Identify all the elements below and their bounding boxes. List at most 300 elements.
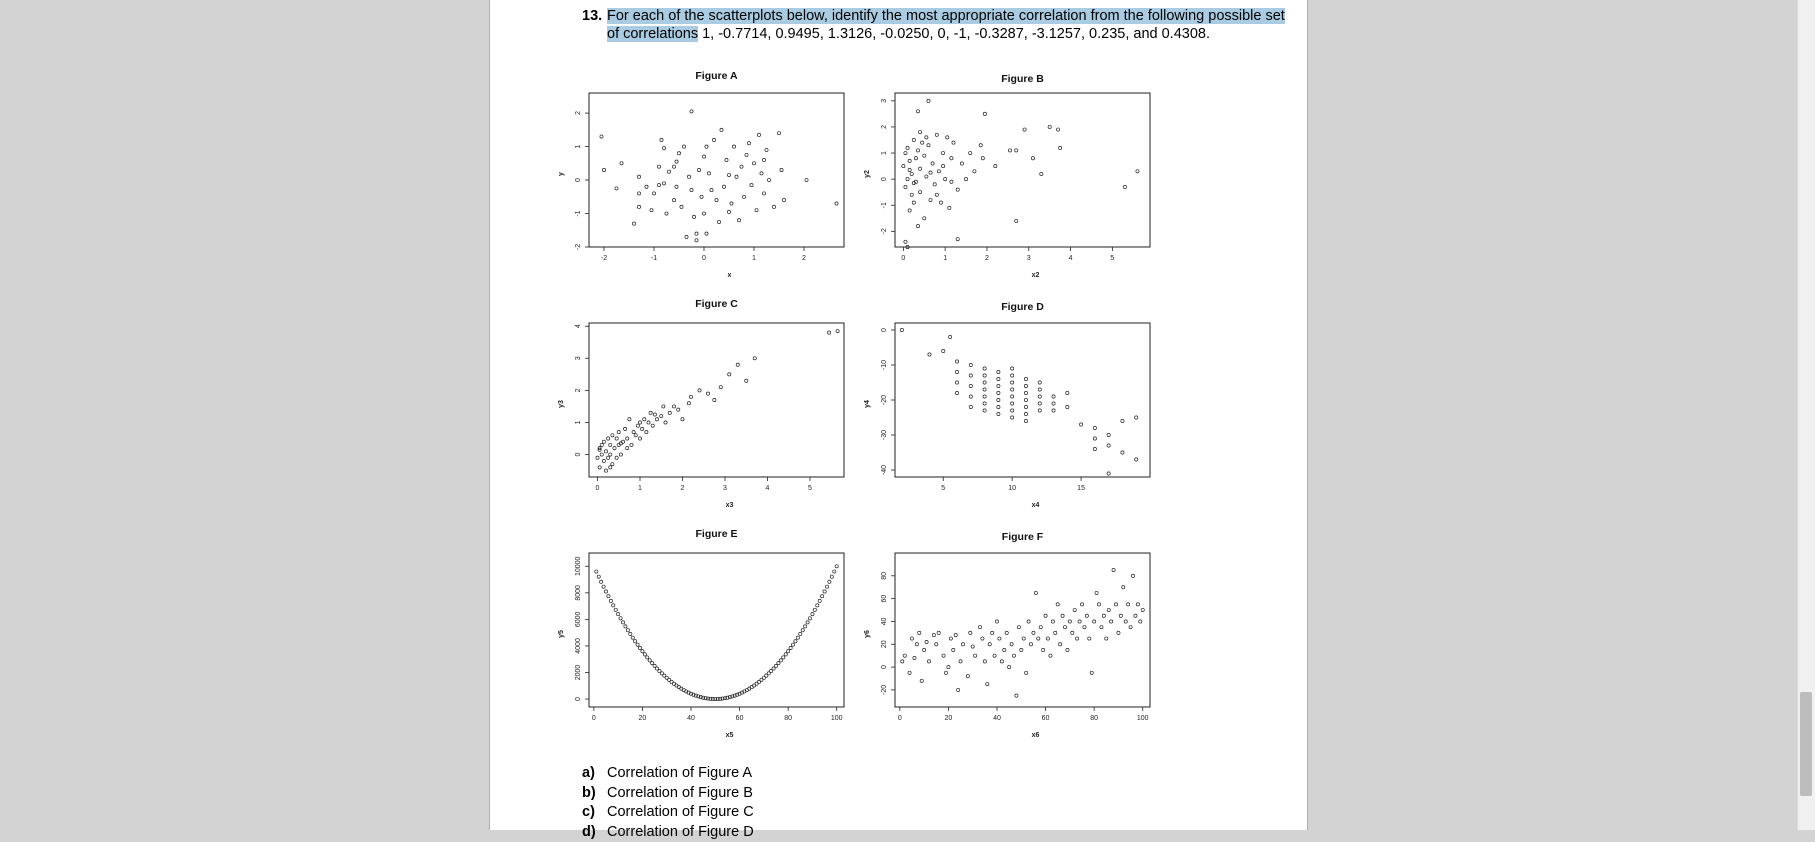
data-point bbox=[997, 412, 1000, 415]
data-point bbox=[821, 595, 824, 598]
y-tick-label: -30 bbox=[881, 430, 888, 440]
data-point bbox=[956, 188, 959, 191]
data-point bbox=[675, 684, 678, 687]
data-point bbox=[621, 621, 624, 624]
data-point bbox=[765, 674, 768, 677]
data-point bbox=[1066, 391, 1069, 394]
data-point bbox=[925, 136, 928, 139]
data-point bbox=[597, 575, 600, 578]
data-point bbox=[762, 192, 765, 195]
data-point bbox=[983, 367, 986, 370]
data-point bbox=[757, 680, 760, 683]
data-point bbox=[760, 172, 763, 175]
answer-text: Correlation of Figure B bbox=[607, 784, 753, 804]
data-point bbox=[1038, 409, 1041, 412]
data-point bbox=[935, 643, 938, 646]
y-tick-label: 4000 bbox=[575, 638, 582, 654]
data-point bbox=[767, 672, 770, 675]
data-point bbox=[925, 175, 928, 178]
data-point bbox=[719, 697, 722, 700]
data-point bbox=[602, 168, 605, 171]
data-point bbox=[636, 643, 639, 646]
data-point bbox=[918, 167, 921, 170]
data-point bbox=[641, 427, 644, 430]
data-point bbox=[1011, 416, 1014, 419]
data-point bbox=[955, 391, 958, 394]
data-point bbox=[974, 654, 977, 657]
data-point bbox=[796, 636, 799, 639]
data-point bbox=[939, 201, 942, 204]
x-axis-label: x bbox=[728, 272, 732, 279]
y-tick-label: 80 bbox=[881, 572, 888, 580]
data-point bbox=[677, 152, 680, 155]
data-point bbox=[743, 690, 746, 693]
data-point bbox=[1011, 374, 1014, 377]
data-point bbox=[665, 676, 668, 679]
data-point bbox=[770, 669, 773, 672]
data-point bbox=[760, 678, 763, 681]
data-point bbox=[816, 604, 819, 607]
data-point bbox=[954, 634, 957, 637]
data-point bbox=[638, 646, 641, 649]
x-tick-label: 60 bbox=[736, 715, 744, 722]
data-point bbox=[1017, 626, 1020, 629]
data-point bbox=[955, 360, 958, 363]
plot-frame bbox=[589, 553, 844, 707]
data-point bbox=[643, 418, 646, 421]
data-point bbox=[1122, 586, 1125, 589]
data-point bbox=[598, 447, 601, 450]
data-point bbox=[740, 165, 743, 168]
data-point bbox=[672, 682, 675, 685]
y-tick-label: 4 bbox=[575, 324, 582, 328]
data-point bbox=[983, 409, 986, 412]
data-point bbox=[969, 374, 972, 377]
plot-frame bbox=[895, 93, 1150, 247]
data-point bbox=[928, 353, 931, 356]
y-tick-label: 40 bbox=[881, 617, 888, 625]
data-point bbox=[667, 170, 670, 173]
data-point bbox=[811, 612, 814, 615]
figure-title: Figure C bbox=[695, 298, 738, 310]
data-point bbox=[986, 683, 989, 686]
data-point bbox=[645, 430, 648, 433]
x-tick-label: 80 bbox=[1090, 715, 1098, 722]
x-tick-label: 3 bbox=[723, 485, 727, 492]
data-point bbox=[609, 453, 612, 456]
data-point bbox=[747, 142, 750, 145]
data-point bbox=[1076, 637, 1079, 640]
data-point bbox=[637, 175, 640, 178]
data-point bbox=[983, 388, 986, 391]
data-point bbox=[941, 151, 944, 154]
data-point bbox=[695, 232, 698, 235]
data-point bbox=[600, 443, 603, 446]
data-point bbox=[600, 135, 603, 138]
data-point bbox=[983, 374, 986, 377]
scatterplot-figure-c bbox=[490, 0, 1307, 830]
y-axis-label: y2 bbox=[864, 170, 871, 178]
data-point bbox=[677, 408, 680, 411]
data-point bbox=[660, 138, 663, 141]
data-point bbox=[723, 697, 726, 700]
y-tick-label: 1 bbox=[881, 151, 888, 155]
data-point bbox=[1049, 654, 1052, 657]
data-point bbox=[791, 643, 794, 646]
data-point bbox=[626, 437, 629, 440]
y-tick-label: -20 bbox=[881, 685, 888, 695]
figure-title: Figure E bbox=[695, 528, 737, 540]
data-point bbox=[727, 173, 730, 176]
data-point bbox=[607, 595, 610, 598]
data-point bbox=[1107, 433, 1110, 436]
data-point bbox=[1080, 603, 1083, 606]
x-tick-label: -1 bbox=[651, 255, 657, 262]
data-point bbox=[757, 133, 760, 136]
data-point bbox=[929, 171, 932, 174]
data-point bbox=[735, 175, 738, 178]
data-point bbox=[942, 654, 945, 657]
data-point bbox=[1063, 626, 1066, 629]
data-point bbox=[662, 147, 665, 150]
data-point bbox=[828, 331, 831, 334]
scrollbar-thumb[interactable] bbox=[1800, 692, 1812, 796]
data-point bbox=[611, 463, 614, 466]
question-text bbox=[607, 8, 1287, 43]
data-point bbox=[1083, 626, 1086, 629]
data-point bbox=[753, 684, 756, 687]
data-point bbox=[1052, 409, 1055, 412]
y-tick-label: -1 bbox=[881, 202, 888, 208]
data-point bbox=[717, 220, 720, 223]
data-point bbox=[1078, 620, 1081, 623]
data-point bbox=[920, 679, 923, 682]
data-point bbox=[978, 626, 981, 629]
y-tick-label: -10 bbox=[881, 360, 888, 370]
data-point bbox=[1024, 405, 1027, 408]
data-point bbox=[628, 418, 631, 421]
data-point bbox=[1068, 620, 1071, 623]
data-point bbox=[668, 678, 671, 681]
y-tick-label: 8000 bbox=[575, 585, 582, 601]
data-point bbox=[929, 198, 932, 201]
data-point bbox=[752, 162, 755, 165]
data-point bbox=[910, 172, 913, 175]
data-point bbox=[665, 212, 668, 215]
data-point bbox=[660, 414, 663, 417]
data-point bbox=[823, 590, 826, 593]
data-point bbox=[645, 185, 648, 188]
data-point bbox=[1102, 614, 1105, 617]
document-page bbox=[489, 0, 1308, 830]
data-point bbox=[1038, 395, 1041, 398]
data-point bbox=[689, 692, 692, 695]
data-point bbox=[1123, 185, 1126, 188]
data-point bbox=[720, 128, 723, 131]
data-point bbox=[995, 620, 998, 623]
data-point bbox=[949, 637, 952, 640]
data-point bbox=[1114, 603, 1117, 606]
data-point bbox=[1012, 654, 1015, 657]
data-point bbox=[950, 157, 953, 160]
data-point bbox=[906, 178, 909, 181]
data-point bbox=[1112, 569, 1115, 572]
scatterplot-figure-e bbox=[490, 0, 1307, 830]
data-point bbox=[969, 405, 972, 408]
data-point bbox=[680, 687, 683, 690]
data-point bbox=[675, 160, 678, 163]
data-point bbox=[745, 153, 748, 156]
data-point bbox=[662, 182, 665, 185]
data-point bbox=[1107, 472, 1110, 475]
data-point bbox=[997, 391, 1000, 394]
data-point bbox=[689, 395, 692, 398]
data-point bbox=[629, 632, 632, 635]
data-point bbox=[914, 180, 917, 183]
y-tick-label: -2 bbox=[575, 244, 582, 250]
data-point bbox=[692, 215, 695, 218]
data-point bbox=[915, 643, 918, 646]
data-point bbox=[1040, 172, 1043, 175]
y-tick-label: 6000 bbox=[575, 611, 582, 627]
y-tick-label: 3 bbox=[881, 99, 888, 103]
data-point bbox=[1024, 398, 1027, 401]
data-point bbox=[997, 384, 1000, 387]
x-tick-label: 2 bbox=[802, 255, 806, 262]
data-point bbox=[1088, 637, 1091, 640]
data-point bbox=[637, 192, 640, 195]
data-point bbox=[969, 151, 972, 154]
data-point bbox=[648, 659, 651, 662]
data-point bbox=[1031, 157, 1034, 160]
y-tick-label: -20 bbox=[881, 395, 888, 405]
data-point bbox=[652, 192, 655, 195]
data-point bbox=[614, 608, 617, 611]
data-point bbox=[615, 437, 618, 440]
vertical-scrollbar[interactable] bbox=[1797, 0, 1815, 830]
data-point bbox=[1052, 395, 1055, 398]
data-point bbox=[662, 405, 665, 408]
data-point bbox=[710, 188, 713, 191]
data-point bbox=[780, 168, 783, 171]
data-point bbox=[657, 165, 660, 168]
data-point bbox=[1110, 620, 1113, 623]
data-point bbox=[955, 370, 958, 373]
data-point bbox=[664, 421, 667, 424]
answer-letter: b) bbox=[582, 784, 596, 804]
data-point bbox=[711, 697, 714, 700]
data-point bbox=[685, 235, 688, 238]
answer-text: Correlation of Figure C bbox=[607, 803, 754, 823]
data-point bbox=[904, 240, 907, 243]
data-point bbox=[959, 660, 962, 663]
x-tick-label: 0 bbox=[898, 715, 902, 722]
data-point bbox=[598, 466, 601, 469]
data-point bbox=[1039, 626, 1042, 629]
data-point bbox=[721, 697, 724, 700]
data-point bbox=[709, 697, 712, 700]
data-point bbox=[619, 442, 622, 445]
data-point bbox=[630, 443, 633, 446]
x-tick-label: 0 bbox=[592, 715, 596, 722]
data-point bbox=[960, 162, 963, 165]
data-point bbox=[833, 570, 836, 573]
data-point bbox=[687, 691, 690, 694]
data-point bbox=[997, 405, 1000, 408]
data-point bbox=[722, 185, 725, 188]
data-point bbox=[983, 660, 986, 663]
data-point bbox=[1046, 637, 1049, 640]
data-point bbox=[680, 205, 683, 208]
data-point bbox=[1090, 671, 1093, 674]
data-point bbox=[1000, 660, 1003, 663]
data-point bbox=[1044, 614, 1047, 617]
data-point bbox=[658, 669, 661, 672]
data-point bbox=[914, 157, 917, 160]
figure-title: Figure A bbox=[695, 70, 737, 82]
x-tick-label: 40 bbox=[687, 715, 695, 722]
data-point bbox=[762, 676, 765, 679]
data-point bbox=[638, 437, 641, 440]
data-point bbox=[1093, 437, 1096, 440]
data-point bbox=[1141, 608, 1144, 611]
data-point bbox=[969, 631, 972, 634]
data-point bbox=[935, 193, 938, 196]
data-point bbox=[950, 180, 953, 183]
data-point bbox=[602, 459, 605, 462]
y-tick-label: 1 bbox=[575, 420, 582, 424]
y-tick-label: 1 bbox=[575, 145, 582, 149]
x-tick-label: 0 bbox=[596, 485, 600, 492]
data-point bbox=[1015, 219, 1018, 222]
data-point bbox=[617, 612, 620, 615]
data-point bbox=[991, 631, 994, 634]
data-point bbox=[1034, 591, 1037, 594]
data-point bbox=[1008, 149, 1011, 152]
y-tick-label: 20 bbox=[881, 640, 888, 648]
y-tick-label: 0 bbox=[575, 697, 582, 701]
highlighted-text[interactable]: For each of the scatterplots below, identify the most appropriate correlation from the following possible set of correlations bbox=[607, 8, 1285, 42]
answer-letter: d) bbox=[582, 823, 596, 842]
data-point bbox=[994, 164, 997, 167]
plot-frame bbox=[895, 323, 1150, 477]
answer-letter: c) bbox=[582, 803, 595, 823]
x-tick-label: 100 bbox=[1137, 715, 1149, 722]
data-point bbox=[1066, 648, 1069, 651]
data-point bbox=[600, 453, 603, 456]
data-point bbox=[828, 580, 831, 583]
data-point bbox=[1131, 574, 1134, 577]
data-point bbox=[1129, 626, 1132, 629]
data-point bbox=[672, 165, 675, 168]
data-point bbox=[1011, 402, 1014, 405]
data-point bbox=[728, 373, 731, 376]
data-point bbox=[636, 424, 639, 427]
data-point bbox=[910, 193, 913, 196]
data-point bbox=[675, 185, 678, 188]
data-point bbox=[619, 453, 622, 456]
data-point bbox=[1121, 419, 1124, 422]
data-point bbox=[1124, 620, 1127, 623]
data-point bbox=[706, 697, 709, 700]
answer-letter: a) bbox=[582, 764, 595, 784]
data-point bbox=[957, 688, 960, 691]
data-point bbox=[1024, 412, 1027, 415]
x-tick-label: 1 bbox=[638, 485, 642, 492]
data-point bbox=[742, 195, 745, 198]
data-point bbox=[725, 158, 728, 161]
y-axis-label: y5 bbox=[558, 630, 565, 638]
data-point bbox=[653, 664, 656, 667]
data-point bbox=[1085, 614, 1088, 617]
y-tick-label: 0 bbox=[881, 665, 888, 669]
x-tick-label: 0 bbox=[901, 255, 905, 262]
data-point bbox=[818, 599, 821, 602]
data-point bbox=[604, 450, 607, 453]
data-point bbox=[1024, 391, 1027, 394]
data-point bbox=[1024, 419, 1027, 422]
data-point bbox=[1020, 648, 1023, 651]
data-point bbox=[1015, 694, 1018, 697]
data-point bbox=[1048, 125, 1051, 128]
data-point bbox=[1032, 631, 1035, 634]
data-point bbox=[1011, 409, 1014, 412]
data-point bbox=[937, 170, 940, 173]
data-point bbox=[777, 662, 780, 665]
data-point bbox=[908, 671, 911, 674]
data-point bbox=[651, 662, 654, 665]
data-point bbox=[695, 239, 698, 242]
data-point bbox=[596, 456, 599, 459]
data-point bbox=[983, 402, 986, 405]
data-point bbox=[681, 418, 684, 421]
data-point bbox=[966, 675, 969, 678]
data-point bbox=[1139, 620, 1142, 623]
data-point bbox=[912, 201, 915, 204]
data-point bbox=[738, 692, 741, 695]
data-point bbox=[632, 222, 635, 225]
data-point bbox=[901, 660, 904, 663]
data-point bbox=[997, 398, 1000, 401]
data-point bbox=[1093, 447, 1096, 450]
y-axis-label: y3 bbox=[558, 400, 565, 408]
data-point bbox=[672, 199, 675, 202]
data-point bbox=[638, 421, 641, 424]
data-point bbox=[715, 199, 718, 202]
x-tick-label: 3 bbox=[1027, 255, 1031, 262]
data-point bbox=[607, 456, 610, 459]
data-point bbox=[794, 640, 797, 643]
data-point bbox=[927, 660, 930, 663]
data-point bbox=[677, 685, 680, 688]
y-axis-label: y4 bbox=[864, 400, 871, 408]
data-point bbox=[687, 175, 690, 178]
y-tick-label: 2 bbox=[881, 125, 888, 129]
data-point bbox=[624, 427, 627, 430]
data-point bbox=[997, 370, 1000, 373]
data-point bbox=[1095, 591, 1098, 594]
data-point bbox=[1059, 146, 1062, 149]
data-point bbox=[1136, 603, 1139, 606]
data-point bbox=[925, 640, 928, 643]
data-point bbox=[1015, 149, 1018, 152]
x-tick-label: 40 bbox=[993, 715, 1001, 722]
data-point bbox=[690, 110, 693, 113]
data-point bbox=[733, 694, 736, 697]
scatterplot-figure-b bbox=[490, 0, 1307, 830]
data-point bbox=[670, 680, 673, 683]
data-point bbox=[979, 144, 982, 147]
